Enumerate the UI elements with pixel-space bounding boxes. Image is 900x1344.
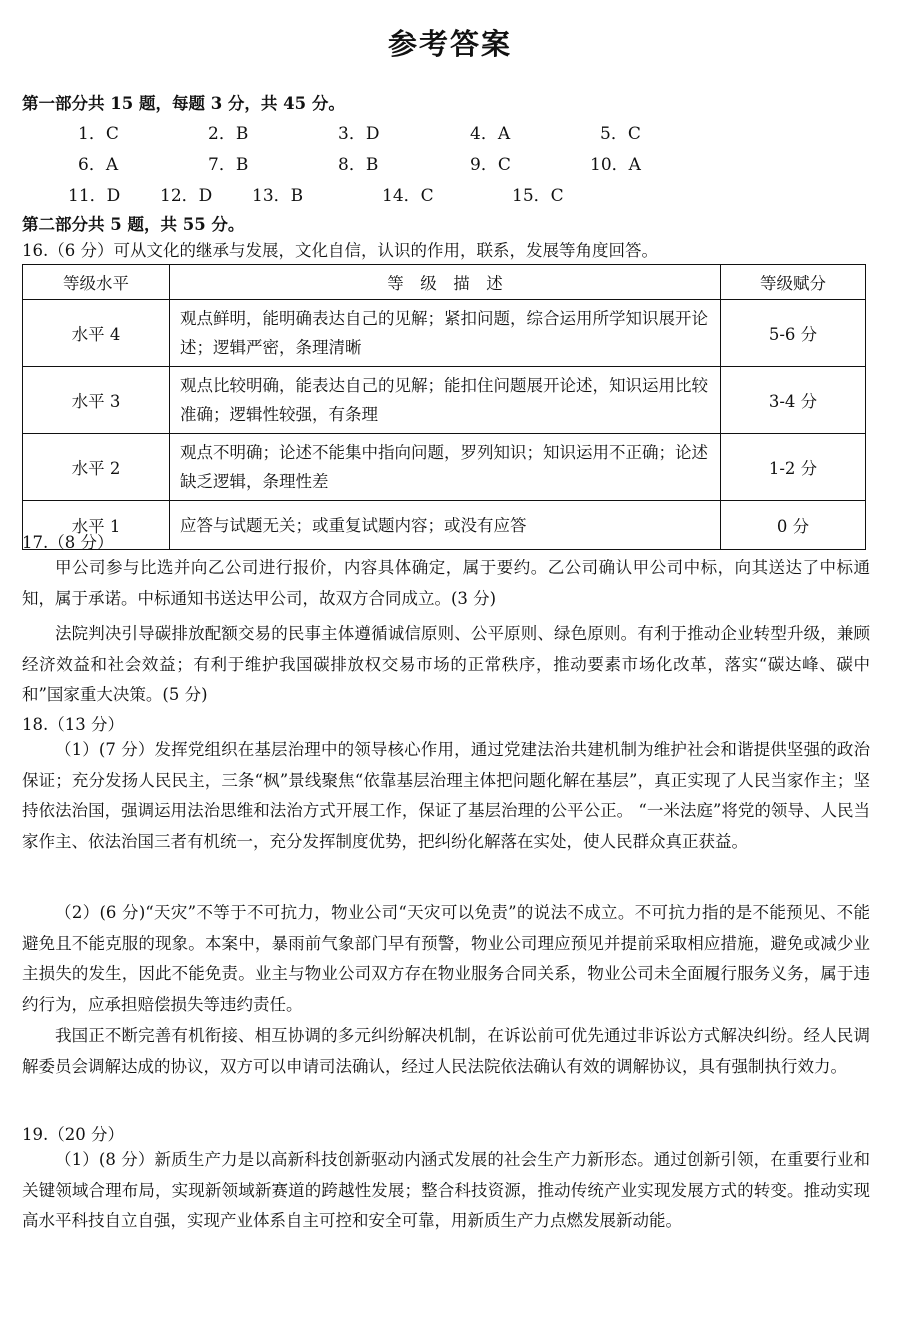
answer-6: 6．A [78, 155, 119, 175]
q18-paragraph-2: （2）(6 分)“天灾”不等于不可抗力，物业公司“天灾可以免责”的说法不成立。不可抗力指的是不能预见、不能避免且不能克服的现象。本案中，暴雨前气象部门早有预警，物业公司理应预见并提前采取相应措施，避免或减少业主损失的发生，因此不能免责。业主与物业公司双方存在物业服务合同关系，物业公司未全面履行服务义务，属于违约行为，应承担赔偿损失等违约责任。 [22, 903, 870, 1014]
answer-14: 14．C [382, 186, 434, 206]
row-level: 水平 4 [23, 300, 170, 367]
part2-header: 第二部分共 5 题，共 55 分。 [22, 215, 245, 234]
page-title: 参考答案 [387, 27, 512, 61]
row-level: 水平 1 [23, 501, 170, 550]
answer-9: 9．C [470, 155, 511, 175]
q16-intro: 16.（6 分）可从文化的继承与发展，文化自信，认识的作用，联系，发展等角度回答。 [22, 241, 658, 260]
q18-paragraph-1: （1）(7 分）发挥党组织在基层治理中的领导核心作用，通过党建法治共建机制为维护社会和谐提供坚强的政治保证；充分发扬人民民主，三条“枫”景线聚焦“依靠基层治理主体把问题化解在基层”，真正实现了人民当家作主；坚持依法治国，强调运用法治思维和法治方式开展工作，保证了基层治理的公平公正。 “一米法庭”将党的领导、人民当家作主、依法治国三者有机统一，充分发挥制度优势，把纠纷化解落在实处，使人民群众真正获益。 [22, 740, 870, 851]
table-row [23, 501, 866, 550]
header-score: 等级赋分 [721, 265, 866, 300]
answer-12: 12．D [160, 186, 213, 206]
answer-2: 2．B [208, 124, 249, 144]
answer-4: 4．A [470, 124, 511, 144]
row-score: 0 分 [721, 501, 866, 550]
answer-3: 3．D [338, 124, 380, 144]
q18-paragraph-3: 我国正不断完善有机衔接、相互协调的多元纠纷解决机制，在诉讼前可优先通过非诉讼方式解决纠纷。经人民调解委员会调解达成的协议，双方可以申请司法确认，经过人民法院依法确认有效的调解协议，具有强制执行效力。 [22, 1026, 870, 1076]
table-row [23, 367, 866, 434]
row-level: 水平 2 [23, 434, 170, 501]
grading-table-header-row [23, 265, 866, 300]
part1-header: 第一部分共 15 题，每题 3 分，共 45 分。 [22, 94, 345, 113]
row-description: 观点不明确；论述不能集中指向问题，罗列知识；知识运用不正确；论述缺乏逻辑，条理性差 [170, 434, 721, 501]
answer-5: 5．C [600, 124, 641, 144]
q17-label: 17.（8 分） [22, 533, 114, 552]
q18-label: 18.（13 分） [22, 715, 124, 734]
q19-paragraph-1: （1）(8 分）新质生产力是以高新科技创新驱动内涵式发展的社会生产力新形态。通过创新引领，在重要行业和关键领域合理布局，实现新领域新赛道的跨越性发展；整合科技资源，推动传统产业实现发展方式的转变。推动实现高水平科技自立自强，实现产业体系自主可控和安全可靠，用新质生产力点燃发展新动能。 [22, 1150, 870, 1231]
row-description: 观点鲜明，能明确表达自己的见解；紧扣问题，综合运用所学知识展开论述；逻辑严密，条理清晰 [170, 300, 721, 367]
answer-7: 7．B [208, 155, 249, 175]
grading-table [22, 264, 866, 550]
answer-1: 1．C [78, 124, 119, 144]
row-score: 3-4 分 [721, 367, 866, 434]
answer-11: 11．D [68, 186, 121, 206]
row-description: 应答与试题无关；或重复试题内容；或没有应答 [170, 501, 721, 550]
row-score: 5-6 分 [721, 300, 866, 367]
answer-10: 10．A [590, 155, 641, 175]
answer-13: 13．B [252, 186, 304, 206]
header-level: 等级水平 [23, 265, 170, 300]
q19-label: 19.（20 分） [22, 1125, 124, 1144]
table-row [23, 300, 866, 367]
answer-15: 15．C [512, 186, 564, 206]
q17-paragraph-1: 甲公司参与比选并向乙公司进行报价，内容具体确定，属于要约。乙公司确认甲公司中标，向其送达了中标通知，属于承诺。中标通知书送达甲公司，故双方合同成立。(3 分) [22, 558, 870, 608]
row-score: 1-2 分 [721, 434, 866, 501]
row-description: 观点比较明确，能表达自己的见解；能扣住问题展开论述，知识运用比较准确；逻辑性较强，有条理 [170, 367, 721, 434]
answer-8: 8．B [338, 155, 379, 175]
header-description: 等 级 描 述 [170, 265, 721, 300]
table-row [23, 434, 866, 501]
row-level: 水平 3 [23, 367, 170, 434]
q17-paragraph-2: 法院判决引导碳排放配额交易的民事主体遵循诚信原则、公平原则、绿色原则。有利于推动企业转型升级，兼顾经济效益和社会效益；有利于维护我国碳排放权交易市场的正常秩序，推动要素市场化改革，落实“碳达峰、碳中和”国家重大决策。(5 分) [22, 624, 870, 705]
